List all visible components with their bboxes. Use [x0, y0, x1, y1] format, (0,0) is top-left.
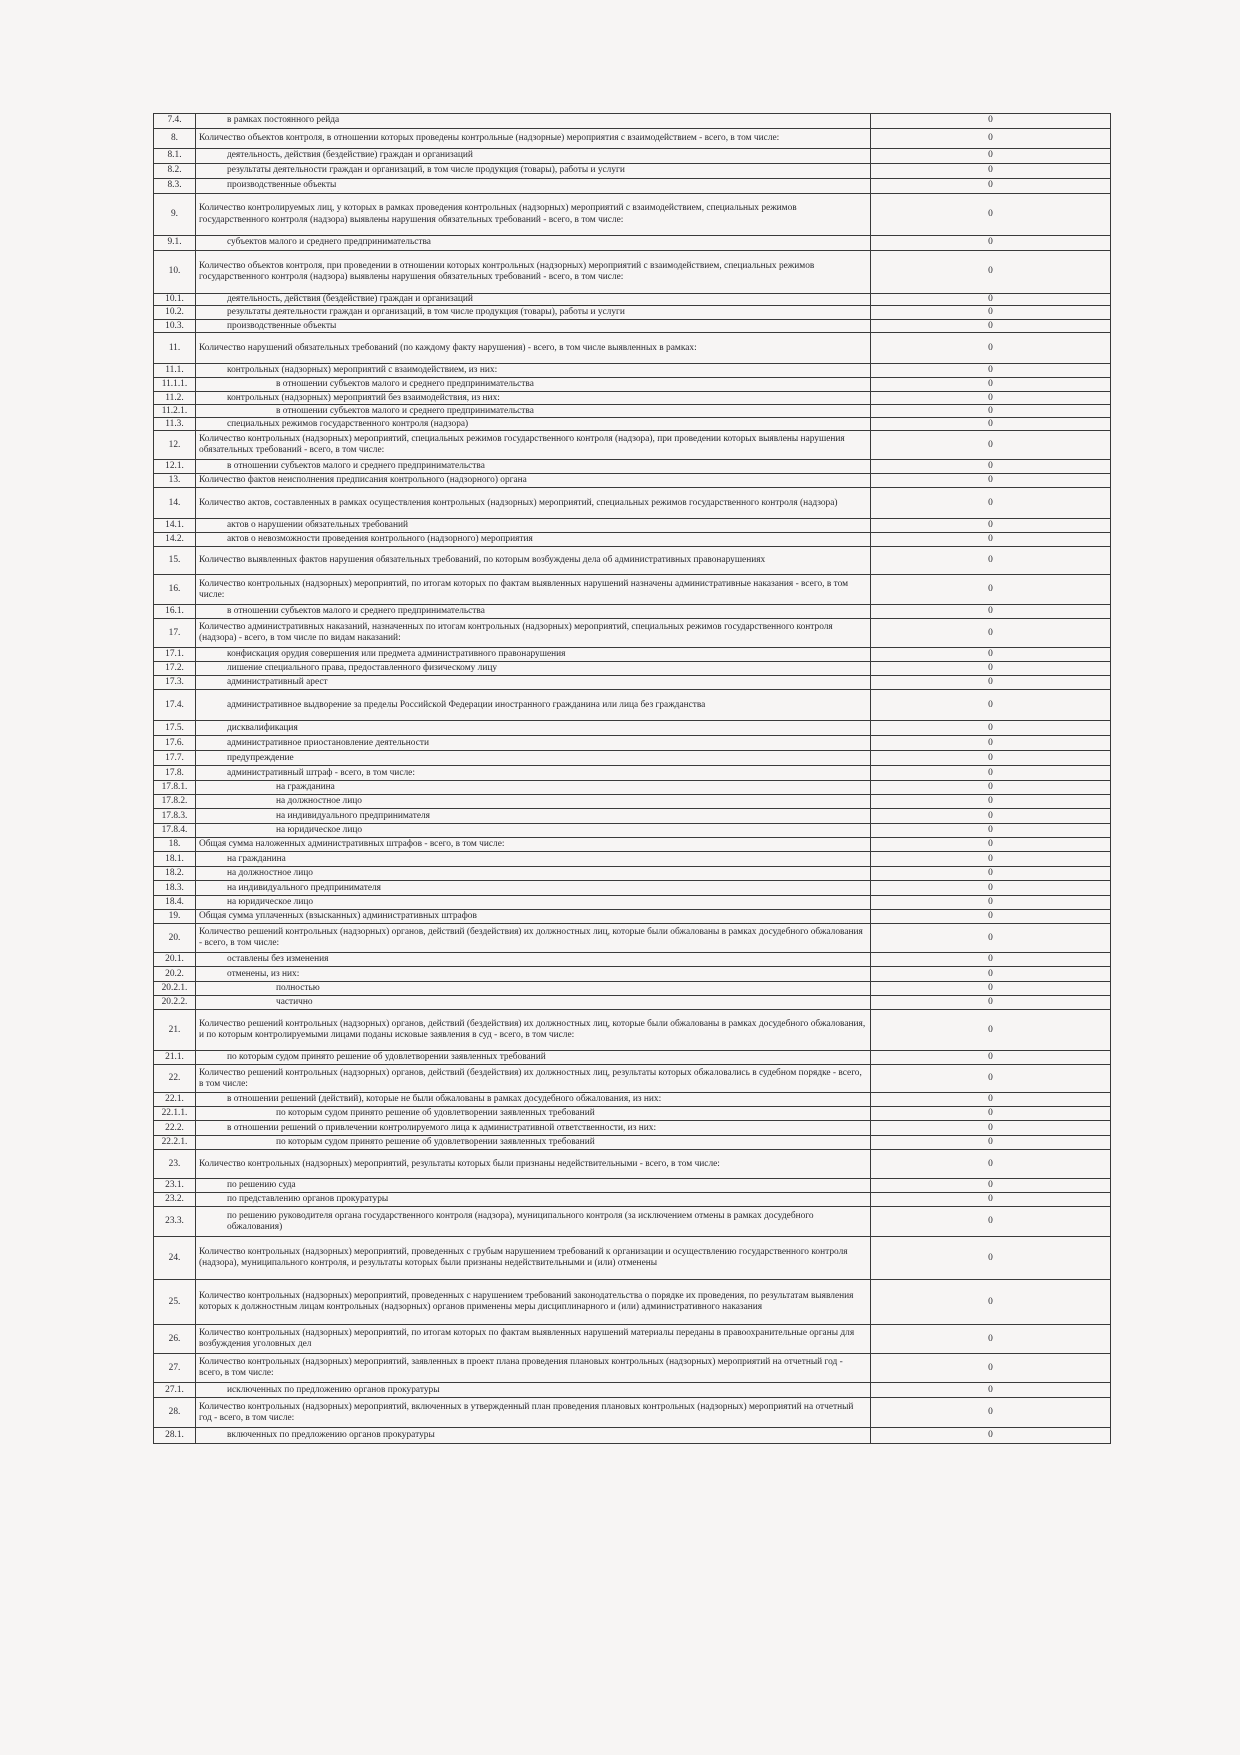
table-row: [154, 236, 1111, 251]
row-number: 23.2.: [154, 1193, 196, 1207]
table-row: [154, 392, 1111, 405]
row-value: 0: [871, 129, 1111, 149]
table-row: [154, 547, 1111, 575]
table-row: [154, 306, 1111, 320]
row-description: лишение специального права, предоставленного физическому лицу: [196, 662, 871, 676]
row-description: Количество контрольных (надзорных) мероприятий, по итогам которых по фактам выявленных нарушений материалы переданы в правоохранительные органы для возбуждения уголовных дел: [196, 1325, 871, 1354]
row-description: результаты деятельности граждан и организаций, в том числе продукция (товары), работы и услуги: [196, 164, 871, 179]
row-number: 17.5.: [154, 721, 196, 736]
row-number: 20.1.: [154, 953, 196, 967]
table-row: [154, 1398, 1111, 1428]
report-table: [153, 113, 1111, 1444]
row-number: 10.2.: [154, 306, 196, 320]
row-value: 0: [871, 924, 1111, 953]
table-row: [154, 896, 1111, 910]
row-description: отменены, из них:: [196, 967, 871, 982]
row-description: административное приостановление деятельности: [196, 736, 871, 751]
table-row: [154, 676, 1111, 690]
row-value: 0: [871, 1398, 1111, 1428]
table-row: [154, 164, 1111, 179]
row-value: 0: [871, 1065, 1111, 1093]
table-row: [154, 519, 1111, 533]
row-number: 20.2.: [154, 967, 196, 982]
row-description: на индивидуального предпринимателя: [196, 881, 871, 896]
row-description: по представлению органов прокуратуры: [196, 1193, 871, 1207]
row-value: 0: [871, 1107, 1111, 1121]
row-description: на должностное лицо: [196, 795, 871, 809]
row-number: 17.2.: [154, 662, 196, 676]
row-value: 0: [871, 648, 1111, 662]
row-value: 0: [871, 547, 1111, 575]
row-number: 16.1.: [154, 605, 196, 619]
row-number: 12.1.: [154, 460, 196, 474]
row-value: 0: [871, 1093, 1111, 1107]
row-description: включенных по предложению органов прокуратуры: [196, 1428, 871, 1444]
row-number: 20.2.1.: [154, 982, 196, 996]
table-row: [154, 967, 1111, 982]
row-number: 18.4.: [154, 896, 196, 910]
row-value: 0: [871, 378, 1111, 392]
row-description: исключенных по предложению органов прокуратуры: [196, 1383, 871, 1398]
table-row: [154, 179, 1111, 194]
row-number: 26.: [154, 1325, 196, 1354]
row-number: 22.: [154, 1065, 196, 1093]
row-number: 9.: [154, 194, 196, 236]
row-value: 0: [871, 736, 1111, 751]
row-number: 20.2.2.: [154, 996, 196, 1010]
row-description: в отношении субъектов малого и среднего предпринимательства: [196, 460, 871, 474]
row-number: 27.: [154, 1354, 196, 1383]
row-number: 21.: [154, 1010, 196, 1051]
row-description: в отношении субъектов малого и среднего предпринимательства: [196, 405, 871, 418]
table-row: [154, 881, 1111, 896]
row-number: 8.3.: [154, 179, 196, 194]
row-number: 9.1.: [154, 236, 196, 251]
row-value: 0: [871, 1237, 1111, 1280]
row-description: Количество актов, составленных в рамках осуществления контрольных (надзорных) мероприятий, специальных режимов государственного контроля (надзора): [196, 488, 871, 519]
row-description: Количество контрольных (надзорных) мероприятий, результаты которых были признаны недействительными - всего, в том числе:: [196, 1150, 871, 1179]
row-description: по решению суда: [196, 1179, 871, 1193]
row-value: 0: [871, 996, 1111, 1010]
table-row: [154, 781, 1111, 795]
row-number: 15.: [154, 547, 196, 575]
row-number: 25.: [154, 1280, 196, 1325]
table-row: [154, 194, 1111, 236]
table-row: [154, 1207, 1111, 1237]
row-value: 0: [871, 1010, 1111, 1051]
row-value: 0: [871, 1428, 1111, 1444]
row-description: в отношении решений о привлечении контролируемого лица к административной ответственности, из них:: [196, 1121, 871, 1136]
row-number: 10.: [154, 251, 196, 294]
row-number: 18.3.: [154, 881, 196, 896]
table-row: [154, 575, 1111, 605]
table-row: [154, 405, 1111, 418]
row-description: конфискация орудия совершения или предмета административного правонарушения: [196, 648, 871, 662]
row-value: 0: [871, 867, 1111, 881]
row-number: 22.1.1.: [154, 1107, 196, 1121]
table-row: [154, 751, 1111, 766]
row-value: 0: [871, 721, 1111, 736]
row-value: 0: [871, 605, 1111, 619]
row-number: 23.: [154, 1150, 196, 1179]
row-value: 0: [871, 838, 1111, 852]
table-row: [154, 736, 1111, 751]
row-number: 17.4.: [154, 690, 196, 721]
table-row: [154, 910, 1111, 924]
table-row: [154, 838, 1111, 852]
table-row: [154, 1179, 1111, 1193]
row-description: производственные объекты: [196, 179, 871, 194]
row-number: 17.6.: [154, 736, 196, 751]
row-description: оставлены без изменения: [196, 953, 871, 967]
row-value: 0: [871, 179, 1111, 194]
table-row: [154, 1193, 1111, 1207]
row-number: 8.2.: [154, 164, 196, 179]
row-value: 0: [871, 751, 1111, 766]
table-row: [154, 619, 1111, 648]
report-table-body: [154, 114, 1111, 1444]
row-description: Количество решений контрольных (надзорных) органов, действий (бездействия) их должностных лиц, результаты которых обжаловались в судебном порядке - всего, в том числе:: [196, 1065, 871, 1093]
row-number: 28.1.: [154, 1428, 196, 1444]
table-row: [154, 662, 1111, 676]
row-value: 0: [871, 1207, 1111, 1237]
table-row: [154, 809, 1111, 824]
row-number: 22.1.: [154, 1093, 196, 1107]
row-description: специальных режимов государственного контроля (надзора): [196, 418, 871, 431]
row-description: результаты деятельности граждан и организаций, в том числе продукция (товары), работы и услуги: [196, 306, 871, 320]
row-number: 17.: [154, 619, 196, 648]
row-value: 0: [871, 488, 1111, 519]
row-value: 0: [871, 333, 1111, 364]
row-number: 18.1.: [154, 852, 196, 867]
row-description: Количество решений контрольных (надзорных) органов, действий (бездействия) их должностных лиц, которые были обжалованы в рамках досудебного обжалования - всего, в том числе:: [196, 924, 871, 953]
row-description: Количество контрольных (надзорных) мероприятий, включенных в утвержденный план проведения плановых контрольных (надзорных) мероприятий на отчетный год - всего, в том числе:: [196, 1398, 871, 1428]
table-row: [154, 114, 1111, 129]
row-value: 0: [871, 824, 1111, 838]
row-number: 17.1.: [154, 648, 196, 662]
row-value: 0: [871, 306, 1111, 320]
table-row: [154, 474, 1111, 488]
row-number: 11.1.: [154, 364, 196, 378]
table-row: [154, 766, 1111, 781]
table-row: [154, 1051, 1111, 1065]
table-row: [154, 1121, 1111, 1136]
row-number: 11.2.: [154, 392, 196, 405]
row-value: 0: [871, 619, 1111, 648]
row-value: 0: [871, 1051, 1111, 1065]
table-row: [154, 953, 1111, 967]
row-number: 17.8.1.: [154, 781, 196, 795]
row-value: 0: [871, 852, 1111, 867]
row-number: 11.1.1.: [154, 378, 196, 392]
table-row: [154, 294, 1111, 306]
row-value: 0: [871, 460, 1111, 474]
row-number: 11.: [154, 333, 196, 364]
table-row: [154, 418, 1111, 431]
table-row: [154, 251, 1111, 294]
row-number: 8.1.: [154, 149, 196, 164]
row-description: Количество контрольных (надзорных) мероприятий, специальных режимов государственного контроля (надзора), при проведении которых выявлены нарушения обязательных требований - всего, в том числе:: [196, 431, 871, 460]
row-description: Количество выявленных фактов нарушения обязательных требований, по которым возбуждены дела об административных правонарушениях: [196, 547, 871, 575]
row-number: 8.: [154, 129, 196, 149]
row-description: на гражданина: [196, 781, 871, 795]
table-row: [154, 648, 1111, 662]
row-description: на должностное лицо: [196, 867, 871, 881]
table-row: [154, 333, 1111, 364]
row-value: 0: [871, 519, 1111, 533]
table-row: [154, 1354, 1111, 1383]
table-row: [154, 1325, 1111, 1354]
row-number: 16.: [154, 575, 196, 605]
row-number: 17.8.3.: [154, 809, 196, 824]
row-number: 10.1.: [154, 294, 196, 306]
row-value: 0: [871, 881, 1111, 896]
table-row: [154, 431, 1111, 460]
row-value: 0: [871, 1383, 1111, 1398]
row-value: 0: [871, 690, 1111, 721]
row-value: 0: [871, 164, 1111, 179]
row-number: 18.2.: [154, 867, 196, 881]
row-description: контрольных (надзорных) мероприятий с взаимодействием, из них:: [196, 364, 871, 378]
table-row: [154, 824, 1111, 838]
row-number: 10.3.: [154, 320, 196, 333]
row-description: Количество административных наказаний, назначенных по итогам контрольных (надзорных) мероприятий, специальных режимов государственного контроля (надзора) - всего, в том числе по видам наказаний:: [196, 619, 871, 648]
row-value: 0: [871, 533, 1111, 547]
table-row: [154, 533, 1111, 547]
table-row: [154, 364, 1111, 378]
row-description: в отношении решений (действий), которые не были обжалованы в рамках досудебного обжалования, из них:: [196, 1093, 871, 1107]
row-description: Общая сумма уплаченных (взысканных) административных штрафов: [196, 910, 871, 924]
row-value: 0: [871, 575, 1111, 605]
row-description: по которым судом принято решение об удовлетворении заявленных требований: [196, 1051, 871, 1065]
row-description: Количество объектов контроля, при проведении в отношении которых контрольных (надзорных) мероприятий с взаимодействием, специальных режимов государственного контроля (надзора) выявлены нарушения обязательных требований - всего, в том числе:: [196, 251, 871, 294]
row-value: 0: [871, 236, 1111, 251]
table-row: [154, 852, 1111, 867]
row-value: 0: [871, 149, 1111, 164]
row-value: 0: [871, 662, 1111, 676]
row-description: Количество фактов неисполнения предписания контрольного (надзорного) органа: [196, 474, 871, 488]
row-description: деятельность, действия (бездействие) граждан и организаций: [196, 294, 871, 306]
table-row: [154, 996, 1111, 1010]
row-number: 27.1.: [154, 1383, 196, 1398]
row-value: 0: [871, 251, 1111, 294]
row-value: 0: [871, 1354, 1111, 1383]
row-value: 0: [871, 967, 1111, 982]
row-number: 12.: [154, 431, 196, 460]
row-description: контрольных (надзорных) мероприятий без взаимодействия, из них:: [196, 392, 871, 405]
table-row: [154, 1010, 1111, 1051]
row-description: актов о нарушении обязательных требований: [196, 519, 871, 533]
table-row: [154, 1383, 1111, 1398]
row-number: 23.3.: [154, 1207, 196, 1237]
table-row: [154, 1237, 1111, 1280]
row-description: административный штраф - всего, в том числе:: [196, 766, 871, 781]
row-description: на гражданина: [196, 852, 871, 867]
row-value: 0: [871, 474, 1111, 488]
row-description: Количество контрольных (надзорных) мероприятий, по итогам которых по фактам выявленных нарушений назначены административные наказания - всего, в том числе:: [196, 575, 871, 605]
row-value: 0: [871, 676, 1111, 690]
table-row: [154, 378, 1111, 392]
row-description: по решению руководителя органа государственного контроля (надзора), муниципального контроля (за исключением отмены в рамках досудебного обжалования): [196, 1207, 871, 1237]
row-value: 0: [871, 405, 1111, 418]
row-number: 14.1.: [154, 519, 196, 533]
row-description: в рамках постоянного рейда: [196, 114, 871, 129]
row-value: 0: [871, 910, 1111, 924]
row-number: 19.: [154, 910, 196, 924]
row-value: 0: [871, 1150, 1111, 1179]
row-description: Количество контрольных (надзорных) мероприятий, проведенных с грубым нарушением требований к организации и осуществлению государственного контроля (надзора), муниципального контроля, и результаты которых были признаны недействительными и (или) отменены: [196, 1237, 871, 1280]
table-row: [154, 1428, 1111, 1444]
row-description: по которым судом принято решение об удовлетворении заявленных требований: [196, 1136, 871, 1150]
row-value: 0: [871, 809, 1111, 824]
row-value: 0: [871, 766, 1111, 781]
row-value: 0: [871, 982, 1111, 996]
table-row: [154, 1107, 1111, 1121]
row-value: 0: [871, 364, 1111, 378]
row-description: полностью: [196, 982, 871, 996]
table-row: [154, 1280, 1111, 1325]
table-row: [154, 690, 1111, 721]
row-value: 0: [871, 114, 1111, 129]
row-value: 0: [871, 953, 1111, 967]
row-value: 0: [871, 1121, 1111, 1136]
row-number: 13.: [154, 474, 196, 488]
row-description: дисквалификация: [196, 721, 871, 736]
row-value: 0: [871, 1280, 1111, 1325]
row-number: 14.2.: [154, 533, 196, 547]
row-value: 0: [871, 1193, 1111, 1207]
row-number: 22.2.: [154, 1121, 196, 1136]
table-row: [154, 1065, 1111, 1093]
row-number: 21.1.: [154, 1051, 196, 1065]
row-value: 0: [871, 294, 1111, 306]
row-number: 11.2.1.: [154, 405, 196, 418]
table-row: [154, 460, 1111, 474]
row-number: 14.: [154, 488, 196, 519]
row-value: 0: [871, 1136, 1111, 1150]
row-description: субъектов малого и среднего предпринимательства: [196, 236, 871, 251]
row-number: 23.1.: [154, 1179, 196, 1193]
row-number: 28.: [154, 1398, 196, 1428]
row-description: Количество нарушений обязательных требований (по каждому факту нарушения) - всего, в том числе выявленных в рамках:: [196, 333, 871, 364]
row-value: 0: [871, 1325, 1111, 1354]
row-description: частично: [196, 996, 871, 1010]
row-value: 0: [871, 781, 1111, 795]
table-row: [154, 129, 1111, 149]
table-row: [154, 721, 1111, 736]
row-description: в отношении субъектов малого и среднего предпринимательства: [196, 378, 871, 392]
row-number: 17.8.: [154, 766, 196, 781]
table-row: [154, 982, 1111, 996]
row-number: 24.: [154, 1237, 196, 1280]
table-row: [154, 149, 1111, 164]
row-number: 17.8.2.: [154, 795, 196, 809]
row-number: 20.: [154, 924, 196, 953]
row-description: на индивидуального предпринимателя: [196, 809, 871, 824]
row-description: в отношении субъектов малого и среднего предпринимательства: [196, 605, 871, 619]
row-number: 11.3.: [154, 418, 196, 431]
row-description: Количество контролируемых лиц, у которых в рамках проведения контрольных (надзорных) мероприятий с взаимодействием, специальных режимов государственного контроля (надзора) выявлены нарушения обязательных требований - всего, в том числе:: [196, 194, 871, 236]
row-description: на юридическое лицо: [196, 896, 871, 910]
row-description: предупреждение: [196, 751, 871, 766]
row-description: производственные объекты: [196, 320, 871, 333]
row-value: 0: [871, 795, 1111, 809]
row-description: Количество решений контрольных (надзорных) органов, действий (бездействия) их должностных лиц, которые были обжалованы в рамках досудебного обжалования, и по которым контролируемыми лицами поданы исковые заявления в суд - всего, в том числе:: [196, 1010, 871, 1051]
table-row: [154, 605, 1111, 619]
table-row: [154, 320, 1111, 333]
row-description: Общая сумма наложенных административных штрафов - всего, в том числе:: [196, 838, 871, 852]
row-description: Количество контрольных (надзорных) мероприятий, заявленных в проект плана проведения плановых контрольных (надзорных) мероприятий на отчетный год - всего, в том числе:: [196, 1354, 871, 1383]
row-number: 7.4.: [154, 114, 196, 129]
table-row: [154, 1150, 1111, 1179]
row-number: 22.2.1.: [154, 1136, 196, 1150]
row-description: на юридическое лицо: [196, 824, 871, 838]
row-value: 0: [871, 1179, 1111, 1193]
row-description: административное выдворение за пределы Российской Федерации иностранного гражданина или лица без гражданства: [196, 690, 871, 721]
row-number: 17.8.4.: [154, 824, 196, 838]
row-value: 0: [871, 418, 1111, 431]
row-value: 0: [871, 896, 1111, 910]
table-row: [154, 1136, 1111, 1150]
row-value: 0: [871, 431, 1111, 460]
row-description: Количество объектов контроля, в отношении которых проведены контрольные (надзорные) мероприятия с взаимодействием - всего, в том числе:: [196, 129, 871, 149]
table-row: [154, 1093, 1111, 1107]
row-description: административный арест: [196, 676, 871, 690]
table-row: [154, 795, 1111, 809]
row-number: 18.: [154, 838, 196, 852]
row-value: 0: [871, 194, 1111, 236]
row-value: 0: [871, 320, 1111, 333]
table-row: [154, 924, 1111, 953]
table-row: [154, 867, 1111, 881]
row-value: 0: [871, 392, 1111, 405]
row-description: Количество контрольных (надзорных) мероприятий, проведенных с нарушением требований законодательства о порядке их проведения, по результатам выявления которых к должностным лицам контрольных (надзорных) органов применены меры дисциплинарного и (или) административного наказания: [196, 1280, 871, 1325]
row-number: 17.7.: [154, 751, 196, 766]
row-description: актов о невозможности проведения контрольного (надзорного) мероприятия: [196, 533, 871, 547]
table-row: [154, 488, 1111, 519]
row-number: 17.3.: [154, 676, 196, 690]
row-description: деятельность, действия (бездействие) граждан и организаций: [196, 149, 871, 164]
row-description: по которым судом принято решение об удовлетворении заявленных требований: [196, 1107, 871, 1121]
